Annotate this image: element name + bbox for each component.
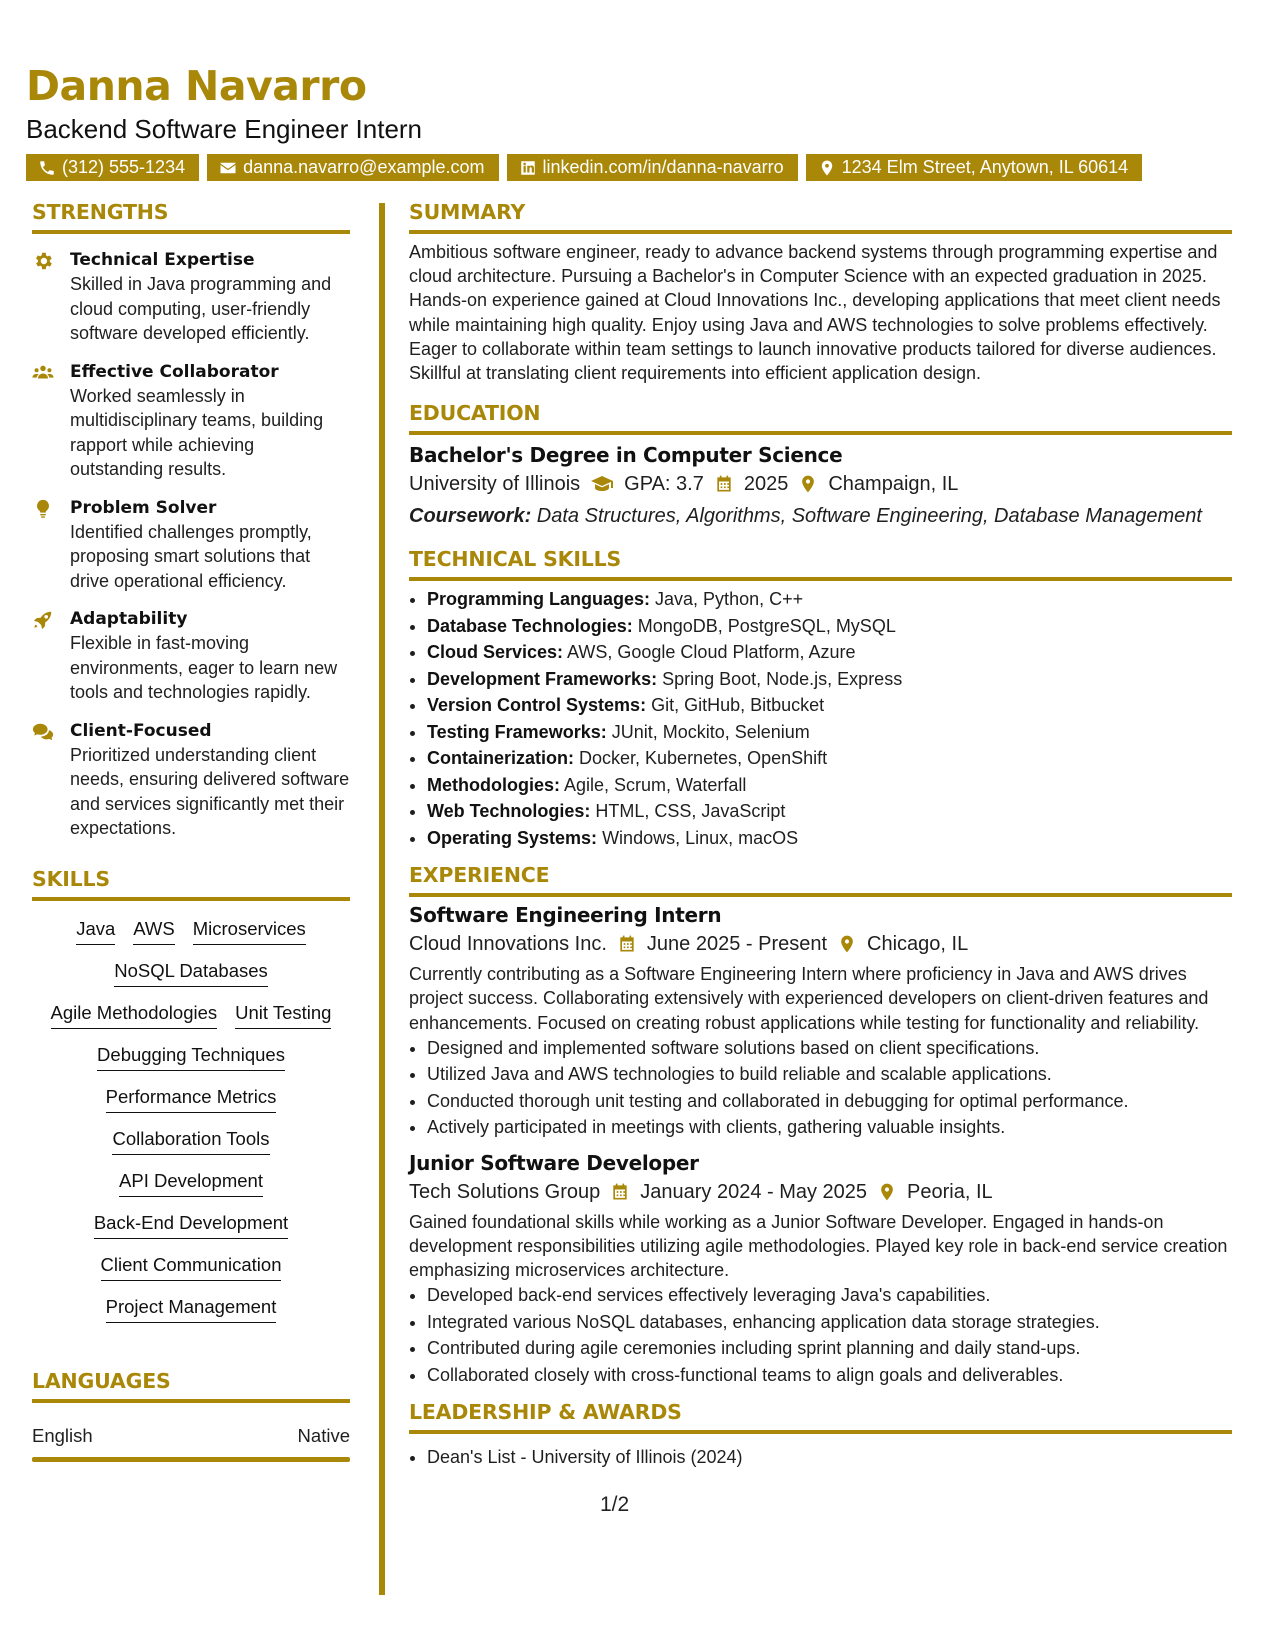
section-rule <box>409 893 1232 897</box>
contact-text: linkedin.com/in/danna-navarro <box>542 157 784 177</box>
coursework <box>409 501 1232 531</box>
candidate-name: Danna Navarro <box>26 62 367 110</box>
strength-description: Worked seamlessly in multidisciplinary teams, building rapport while achieving outstanding results. <box>70 385 324 479</box>
strength-item <box>32 496 350 594</box>
skill-tag: Microservices <box>193 917 306 945</box>
strength-description: Flexible in fast-moving environments, eager to learn new tools and technologies rapidly. <box>70 633 338 702</box>
strength-item <box>32 360 350 482</box>
list-item <box>427 666 1232 693</box>
column-divider <box>379 203 385 1595</box>
skill-values: Agile, Scrum, Waterfall <box>560 774 747 795</box>
list-item: • Developed back-end services effectively leveraging Java's capabilities. <box>427 1282 1232 1309</box>
list-item <box>427 798 1232 825</box>
job-dates: June 2025 - Present <box>646 933 828 956</box>
strength-item <box>32 248 350 346</box>
contact-phone[interactable] <box>26 154 199 181</box>
skill-tag: Unit Testing <box>235 1001 331 1029</box>
language-level-bar <box>32 1457 350 1462</box>
job-company: Cloud Innovations Inc. <box>409 933 607 956</box>
location-icon <box>798 474 818 494</box>
coursework-label: Coursework: <box>409 505 532 528</box>
skill-tag: Client Communication <box>101 1253 282 1281</box>
list-item <box>427 639 1232 666</box>
skill-tag: AWS <box>133 917 174 945</box>
contact-bar <box>26 154 1246 181</box>
list-item <box>427 745 1232 772</box>
strength-description: Identified challenges promptly, proposing smart solutions that drive operational efficiency. <box>70 521 312 591</box>
skill-category: Version Control Systems: <box>427 695 647 716</box>
job-entry <box>409 1149 1232 1389</box>
strength-title: Technical Expertise <box>70 250 255 270</box>
rocket-icon <box>32 609 54 631</box>
strength-item <box>32 719 350 841</box>
job-dates: January 2024 - May 2025 <box>640 1180 868 1203</box>
section-title-skills: SKILLS <box>32 866 110 891</box>
job-meta <box>409 1177 1232 1207</box>
list-item: • Designed and implemented software solutions based on client specifications. <box>427 1035 1232 1062</box>
section-title-experience: EXPERIENCE <box>409 863 550 888</box>
users-icon <box>32 362 54 384</box>
list-item <box>427 825 1232 852</box>
lightbulb-icon <box>32 498 54 520</box>
location-icon <box>818 159 836 177</box>
skill-values: JUnit, Mockito, Selenium <box>606 721 810 742</box>
skill-category: Testing Frameworks: <box>427 721 607 742</box>
language-row <box>32 1425 350 1447</box>
skills-list <box>32 917 350 1323</box>
job-bullets <box>409 1282 1232 1388</box>
coursework-list: Data Structures, Algorithms, Software Engineering, Database Management <box>531 505 1202 528</box>
list-item: • Integrated various NoSQL databases, enhancing application data storage strategies. <box>427 1309 1232 1336</box>
list-item <box>427 586 1232 613</box>
summary-text: Ambitious software engineer, ready to advance backend systems through programming expertise and cloud architecture. Pursuing a Bachelor's in Computer Science with an expected graduation in 2025. Hands-on experience gained at Cloud Innovations Inc., developing applications that meet client needs while maintaining high quality. Enjoy using Java and AWS technologies to solve problems effectively. Eager to collaborate within team settings to launch innovative products tailored for diverse audiences. Skillful at translating client requirements into efficient application design. <box>409 242 1221 384</box>
calendar-icon <box>617 934 637 954</box>
leadership-list <box>409 1444 1232 1471</box>
skill-category: Development Frameworks: <box>427 668 658 689</box>
skill-tag: Project Management <box>106 1295 277 1323</box>
skill-category: Operating Systems: <box>427 827 598 848</box>
skill-category: Web Technologies: <box>427 801 591 822</box>
job-summary: Gained foundational skills while working as a Junior Software Developer. Engaged in hands-on development responsibilities utilizing agile methodologies. Played key role in back-end service creation emphasizing microservices architecture. <box>409 1211 1228 1281</box>
list-item <box>427 613 1232 640</box>
calendar-icon <box>610 1182 630 1202</box>
degree-title: Bachelor's Degree in Computer Science <box>409 443 843 468</box>
strength-description: Prioritized understanding client needs, ensuring delivered software and services significantly met their expectations. <box>70 744 350 838</box>
job-meta <box>409 929 1232 959</box>
job-entry <box>409 901 1232 1141</box>
job-role: Junior Software Developer <box>409 1150 699 1175</box>
school-location: Champaign, IL <box>828 473 959 496</box>
skill-values: AWS, Google Cloud Platform, Azure <box>563 642 856 663</box>
graduation-cap-icon <box>590 472 614 496</box>
strength-title: Effective Collaborator <box>70 361 279 382</box>
skill-category: Cloud Services: <box>427 642 564 663</box>
strength-description: Skilled in Java programming and cloud computing, user-friendly software developed efficiently. <box>70 274 332 343</box>
technical-skills-list <box>409 586 1232 851</box>
skill-category: Programming Languages: <box>427 589 651 610</box>
list-item: • Utilized Java and AWS technologies to build reliable and scalable applications. <box>427 1061 1232 1088</box>
list-item <box>427 772 1232 799</box>
candidate-title: Backend Software Engineer Intern <box>26 114 423 144</box>
section-rule <box>32 230 350 234</box>
job-location: Peoria, IL <box>907 1180 993 1203</box>
email-icon <box>219 159 237 177</box>
list-item: • Dean's List - University of Illinois (2024) <box>427 1444 1232 1471</box>
list-item: • Actively participated in meetings with clients, gathering valuable insights. <box>427 1114 1232 1141</box>
graduation-year: 2025 <box>743 473 789 496</box>
list-item <box>427 692 1232 719</box>
skill-values: Git, GitHub, Bitbucket <box>646 695 825 716</box>
section-title-leadership: LEADERSHIP & AWARDS <box>409 1400 682 1425</box>
education-meta <box>409 469 1232 499</box>
strength-item <box>32 607 350 705</box>
language-level: Native <box>297 1424 350 1446</box>
contact-address[interactable] <box>806 154 1143 181</box>
section-title-summary: SUMMARY <box>409 200 526 224</box>
contact-text: (312) 555-1234 <box>62 157 186 177</box>
skill-values: HTML, CSS, JavaScript <box>590 801 786 822</box>
left-column <box>32 200 350 1462</box>
linkedin-icon <box>519 159 537 177</box>
job-location: Chicago, IL <box>867 933 969 956</box>
contact-text: 1234 Elm Street, Anytown, IL 60614 <box>841 157 1129 177</box>
list-item: • Contributed during agile ceremonies including sprint planning and daily stand-ups. <box>427 1335 1232 1362</box>
gpa-value: GPA: 3.7 <box>624 473 704 496</box>
skill-tag: Performance Metrics <box>106 1085 277 1113</box>
resume-header <box>26 60 1246 181</box>
skill-category: Database Technologies: <box>427 615 633 636</box>
job-company: Tech Solutions Group <box>409 1180 601 1203</box>
skill-category: Containerization: <box>427 748 574 769</box>
list-item <box>427 719 1232 746</box>
school-name: University of Illinois <box>409 473 581 496</box>
strength-title: Client-Focused <box>70 720 212 741</box>
skill-values: MongoDB, PostgreSQL, MySQL <box>632 615 896 636</box>
skill-values: Docker, Kubernetes, OpenShift <box>574 748 828 769</box>
skill-tag: Collaboration Tools <box>112 1127 269 1155</box>
phone-icon <box>38 159 56 177</box>
section-rule <box>32 897 350 901</box>
location-icon <box>837 934 857 954</box>
list-item: • Conducted thorough unit testing and collaborated in debugging for optimal performance. <box>427 1088 1232 1115</box>
section-title-languages: LANGUAGES <box>32 1368 171 1393</box>
section-rule <box>409 230 1232 234</box>
skill-tag: NoSQL Databases <box>114 959 268 987</box>
job-role: Software Engineering Intern <box>409 903 722 928</box>
contact-email[interactable] <box>207 154 498 181</box>
strength-title: Problem Solver <box>70 497 217 518</box>
contact-linkedin[interactable] <box>507 154 798 181</box>
skill-category: Methodologies: <box>427 774 560 795</box>
contact-text: danna.navarro@example.com <box>243 157 485 177</box>
skill-values: Windows, Linux, macOS <box>597 827 799 848</box>
gear-icon <box>32 250 54 272</box>
skill-tag: Back-End Development <box>94 1211 288 1239</box>
language-name: English <box>32 1424 93 1446</box>
skill-values: Spring Boot, Node.js, Express <box>657 668 903 689</box>
section-title-strengths: STRENGTHS <box>32 200 169 224</box>
comments-icon <box>32 721 54 743</box>
list-item: • Collaborated closely with cross-functional teams to align goals and deliverables. <box>427 1362 1232 1389</box>
section-rule <box>409 577 1232 581</box>
job-bullets <box>409 1035 1232 1141</box>
calendar-icon <box>714 474 734 494</box>
skill-tag: API Development <box>119 1169 263 1197</box>
job-summary: Currently contributing as a Software Engineering Intern where proficiency in Java and AWS drives project success. Collaborating extensively with experienced developers on client-driven features and enhancements. Focused on creating robust applications while testing for functionality and reliability. <box>409 964 1209 1033</box>
skill-tag: Java <box>76 917 115 945</box>
section-title-technical-skills: TECHNICAL SKILLS <box>409 547 622 572</box>
section-title-education: EDUCATION <box>409 401 541 426</box>
page-number: 1/2 <box>600 1493 630 1516</box>
right-column <box>409 200 1232 1471</box>
section-rule <box>32 1399 350 1403</box>
skill-values: Java, Python, C++ <box>650 589 804 610</box>
section-rule <box>409 1430 1232 1434</box>
skill-tag: Agile Methodologies <box>51 1001 218 1029</box>
location-icon <box>877 1182 897 1202</box>
strength-title: Adaptability <box>70 609 188 629</box>
section-rule <box>409 431 1232 435</box>
skill-tag: Debugging Techniques <box>97 1043 285 1071</box>
